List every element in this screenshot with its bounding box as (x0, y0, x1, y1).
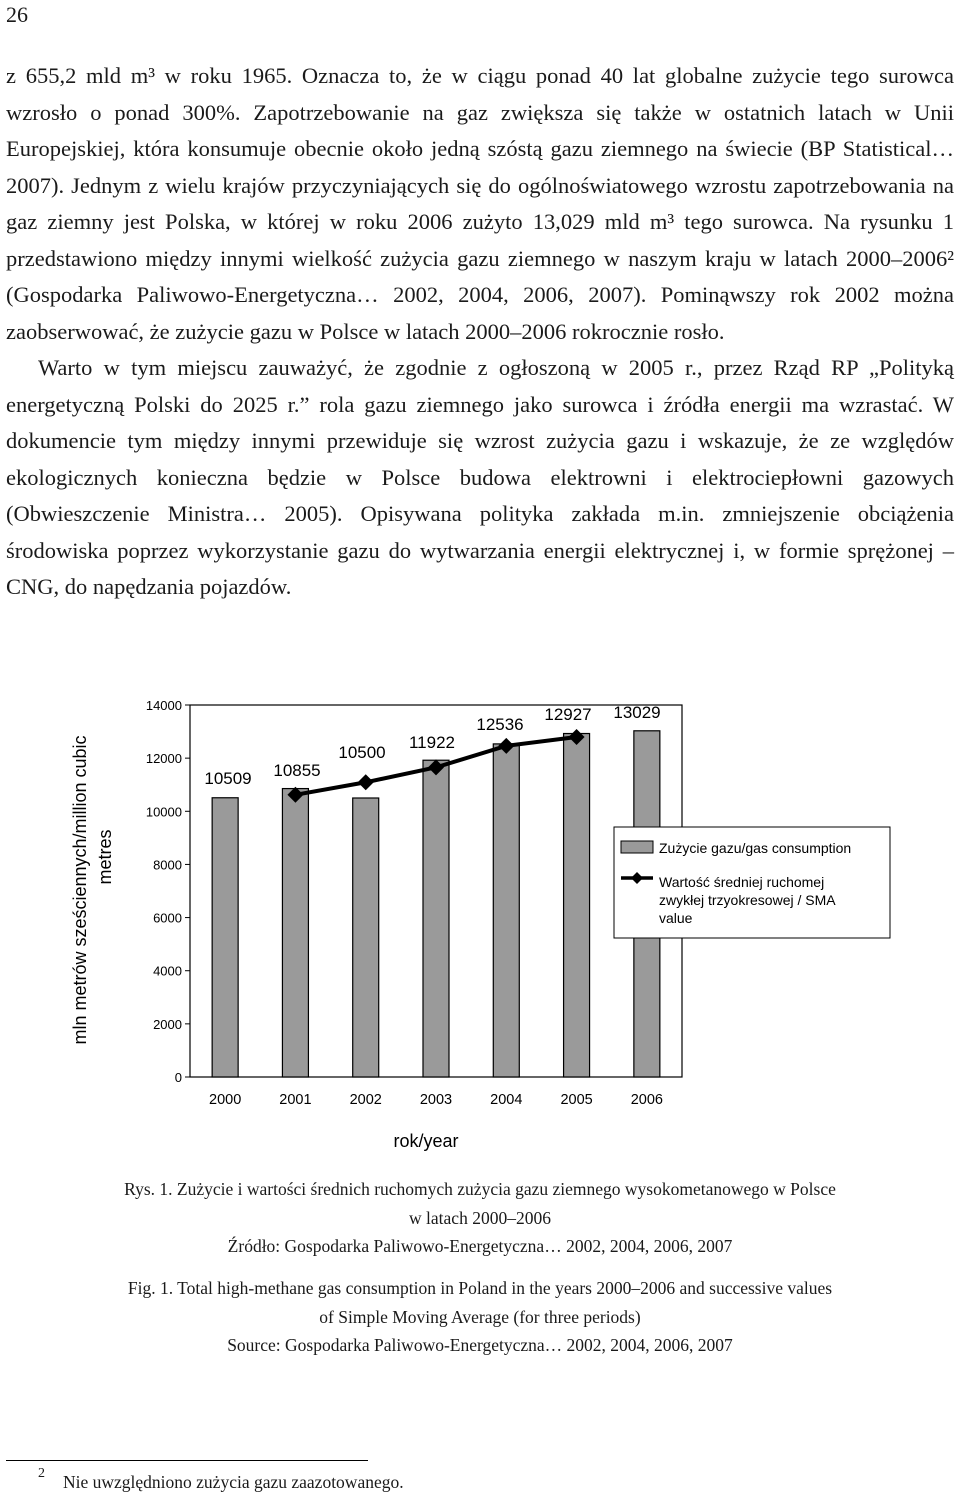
x-tick-label: 2000 (209, 1092, 242, 1108)
footnote-rule (6, 1460, 368, 1461)
y-tick-label: 14000 (145, 698, 182, 713)
paragraph-2: Warto w tym miejscu zauważyć, że zgodnie z ogłoszoną w 2005 r., przez Rząd RP „Polityką energetyczną Polski do 2025 r.” rola gazu ziemnego jako surowca i źródła energii ma wzrastać. W dokumencie tym między innymi przewiduje się wzrost zużycia gazu i wskazuje, że ze względów ekologicznych konieczna będzie w Polsce budowa elektrowni i elektrociepłowni gazowych (Obwieszczenie Ministra… 2005). Opisywana polityka zakłada m.in. zmniejszenie obciążenia środowiska poprzez wykorzystanie gazu do wytwarzania energii elektrycznej i, w formie sprężonej – CNG, do napędzania pojazdów. (6, 355, 954, 599)
legend-label: zwykłej trzyokresowej / SMA (659, 892, 836, 908)
caption-pl-line: w latach 2000–2006 (409, 1207, 551, 1228)
x-tick-label: 2004 (490, 1092, 523, 1108)
y-tick-label: 8000 (153, 857, 182, 873)
y-tick-label: 12000 (145, 751, 182, 767)
paragraph-1: z 655,2 mld m³ w roku 1965. Oznacza to, że w ciągu ponad 40 lat globalne zużycie tego surowca wzrosło o ponad 300%. Zapotrzebowanie na gaz zwiększa się także w ostatnich latach w Unii Europejskiej, która konsumuje obecnie około jedną szóstą gazu ziemnego na świecie (BP Statistical… 2007). Jednym z wielu krajów przyczyniających się do ogólnoświatowego wzrostu zapotrzebowania na gaz ziemny jest Polska, w której w roku 2006 zużyto 13,029 mld m³ tego surowca. Na rysunku 1 przedstawiono między innymi wielkość zużycia gazu ziemnego w naszym kraju w latach 2000–2006² (Gospodarka Paliwowo-Energetyczna… 2002, 2004, 2006, 2007). Pominąwszy rok 2002 można zaobserwować, że zużycie gazu w Polsce w latach 2000–2006 rokrocznie rosło. (6, 63, 954, 344)
y-tick-label: 6000 (153, 910, 182, 926)
legend-swatch-bar (621, 841, 653, 853)
x-tick-label: 2002 (349, 1092, 382, 1108)
bar (493, 744, 519, 1077)
y-axis-label: metres (95, 829, 115, 885)
data-label: 12536 (476, 715, 524, 734)
x-tick-label: 2001 (279, 1092, 312, 1108)
footnote-mark: 2 (38, 1466, 45, 1481)
y-tick-label: 2000 (153, 1016, 182, 1032)
y-tick-label: 0 (174, 1070, 182, 1085)
bar (564, 734, 590, 1077)
caption-en-line: Fig. 1. Total high-methane gas consumption in Poland in the years 2000–2006 and successive values (127, 1278, 833, 1298)
y-tick-label: 4000 (153, 963, 182, 979)
x-tick-label: 2005 (560, 1092, 593, 1108)
footnote (38, 1466, 404, 1493)
bar (353, 798, 379, 1077)
data-label: 12927 (544, 705, 592, 724)
caption-en (20, 1274, 940, 1360)
sma-marker (358, 774, 374, 790)
x-axis-label: rok/year (393, 1131, 459, 1151)
bar (282, 789, 308, 1077)
legend-label: value (659, 910, 693, 926)
y-axis-label: mln metrów sześciennych/million cubic (70, 735, 90, 1045)
x-tick-label: 2003 (419, 1092, 453, 1108)
caption-pl-source: Źródło: Gospodarka Paliwowo-Energetyczna… 2002, 2004, 2006, 2007 (227, 1236, 733, 1256)
bar (212, 798, 238, 1077)
caption-pl (20, 1175, 940, 1261)
caption-pl-line: Rys. 1. Zużycie i wartości średnich ruchomych zużycia gazu ziemnego wysokometanowego w Polsce (124, 1179, 836, 1199)
data-label: 10500 (338, 743, 386, 762)
caption-en-source: Source: Gospodarka Paliwowo-Energetyczna… 2002, 2004, 2006, 2007 (227, 1335, 733, 1355)
bar (423, 760, 449, 1077)
data-label: 11922 (408, 733, 456, 752)
data-label: 10855 (273, 761, 321, 780)
page-number: 26 (6, 2, 28, 27)
footnote-text: Nie uwzględniono zużycia gazu zaazotowanego. (63, 1471, 404, 1492)
chart-figure (60, 690, 900, 1160)
body-text (6, 58, 954, 606)
data-label: 10509 (204, 769, 252, 788)
legend-label: Zużycie gazu/gas consumption (659, 840, 852, 856)
legend-label: Wartość średniej ruchomej (659, 874, 825, 890)
chart-svg (60, 690, 900, 1160)
x-tick-label: 2006 (630, 1092, 663, 1108)
y-tick-label: 10000 (145, 804, 182, 820)
data-label: 13029 (613, 703, 661, 722)
caption-en-line: of Simple Moving Average (for three periods) (319, 1306, 641, 1327)
